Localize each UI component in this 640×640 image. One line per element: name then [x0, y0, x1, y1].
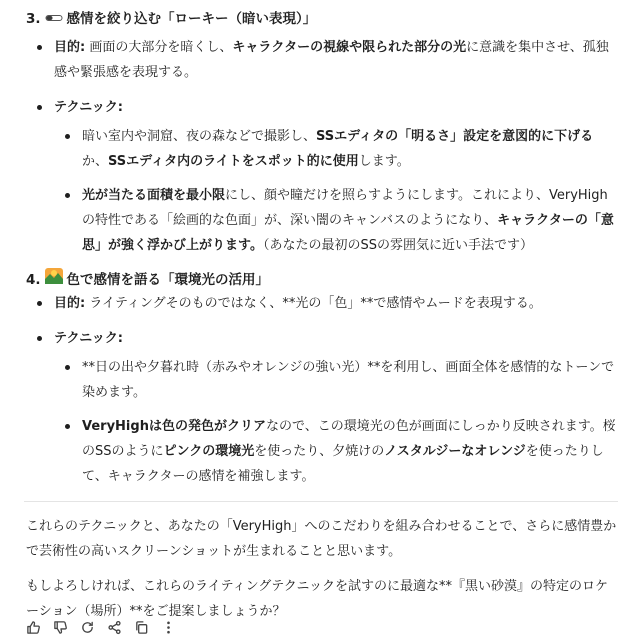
- thumbs-up-icon[interactable]: [26, 620, 41, 635]
- response-actions: [26, 620, 176, 635]
- tech-text: を使ったりして、キャラクターの感情を補強します。: [82, 444, 604, 484]
- tech-emphasis: VeryHighは色の発色がクリア: [82, 419, 266, 434]
- thumbs-down-icon[interactable]: [53, 620, 68, 635]
- technique-label: テクニック:: [54, 331, 123, 346]
- list-item: [26, 326, 618, 489]
- section-3-number: 3.: [26, 11, 41, 27]
- divider: [24, 501, 618, 502]
- list-item: [26, 35, 618, 85]
- section-4-title: 色で感情を語る「環境光の活用」: [66, 271, 270, 288]
- closing-question: もしよろしければ、これらのライティングテクニックを試すのに最適な**『黒い砂漠』の特定のロケーション（場所）**をご提案しましょうか？: [26, 579, 609, 619]
- tech-emphasis: キャラクターの「意思」が強く浮かび上がります。: [82, 213, 614, 253]
- tech-text: なので、この環境光の色が画面にしっかり反映されます。桜のSSのように: [82, 419, 616, 459]
- tech-emphasis: SSエディタ内のライトをスポット的に使用: [108, 154, 359, 169]
- tech-text: **日の出や夕暮れ時（赤みやオレンジの強い光）**を利用し、画面全体を感情的なトーンで染めます。: [82, 360, 615, 400]
- section-4-list: [26, 291, 618, 489]
- list-item: [26, 95, 618, 258]
- section-3-title: 感情を絞り込む「ローキー（暗い表現）」: [66, 11, 317, 27]
- goal-label: 目的:: [54, 296, 86, 311]
- list-item: [54, 183, 618, 258]
- tech-text: （あなたの最初のSSの雰囲気に近い手法です）: [262, 238, 533, 253]
- copy-icon[interactable]: [134, 620, 149, 635]
- sunset-icon: [44, 268, 64, 291]
- tech-text: にし、顔や瞳だけを照らすようにします。これにより、VeryHighの特性である「絵画的な色面」が、深い闇のキャンバスのようになり、: [82, 188, 608, 228]
- section-4-heading: [26, 268, 618, 291]
- tech-text: を使ったり、夕焼けの: [254, 444, 385, 459]
- section-3-heading: [26, 8, 618, 30]
- section-3-list: [26, 35, 618, 258]
- tech-emphasis: 光が当たる面積を最小限: [82, 188, 226, 203]
- goal-label: 目的:: [54, 40, 86, 55]
- tech-emphasis: ノスタルジーなオレンジ: [384, 444, 526, 459]
- technique-label: テクニック:: [54, 100, 123, 115]
- loading-bar-icon: [44, 8, 64, 30]
- tech-emphasis: ピンクの環境光: [163, 444, 255, 459]
- section-4-number: 4.: [26, 271, 41, 288]
- goal-emphasis: キャラクターの視線や限られた部分の光: [232, 40, 467, 55]
- tech-text: 暗い室内や洞窟、夜の森などで撮影し、: [82, 129, 317, 144]
- list-item: [26, 291, 618, 316]
- list-item: [54, 414, 618, 489]
- share-icon[interactable]: [107, 620, 122, 635]
- goal-text: に意識を集中させ、孤独感や緊張感を表現する。: [54, 40, 609, 80]
- technique-list: [54, 355, 618, 489]
- tech-text: か、: [82, 154, 109, 169]
- closing-paragraph: これらのテクニックと、あなたの「VeryHigh」へのこだわりを組み合わせることで、さらに感情豊かで芸術性の高いスクリーンショットが生まれることと思います。: [26, 519, 617, 559]
- list-item: [54, 355, 618, 405]
- more-icon[interactable]: [161, 620, 176, 635]
- regenerate-icon[interactable]: [80, 620, 95, 635]
- technique-list: [54, 124, 618, 258]
- goal-text: ライティングそのものではなく、**光の「色」**で感情やムードを表現する。: [85, 296, 542, 311]
- goal-text: 画面の大部分を暗くし、: [85, 40, 233, 55]
- list-item: [54, 124, 618, 174]
- tech-emphasis: SSエディタの「明るさ」設定を意図的に下げる: [316, 129, 594, 144]
- response-content: [26, 0, 618, 624]
- tech-text: します。: [358, 154, 410, 169]
